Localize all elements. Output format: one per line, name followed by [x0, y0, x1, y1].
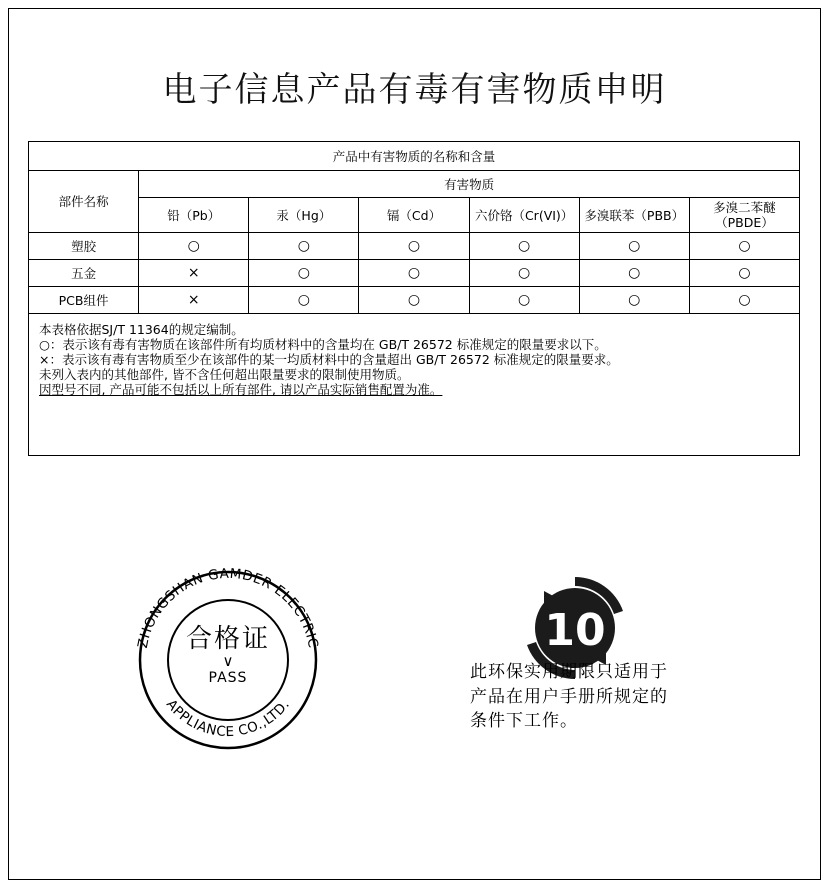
seal-sub-text: PASS — [208, 670, 248, 686]
note-line-circle: ○：表示该有毒有害物质在该部件所有均质材料中的含量均在 GB/T 26572 标准规定的限量要求以下。 — [39, 337, 607, 352]
cell-value: ○ — [359, 260, 469, 287]
cell-value: ○ — [689, 260, 799, 287]
table-caption: 产品中有害物质的名称和含量 — [29, 142, 800, 171]
svg-text:APPLIANCE CO.,LTD.: APPLIANCE CO.,LTD. — [162, 696, 294, 741]
cell-value: × — [139, 260, 249, 287]
page-title: 电子信息产品有毒有害物质申明 — [162, 70, 667, 110]
eco-statement — [470, 660, 800, 734]
column-header-hg: 汞（Hg） — [249, 198, 359, 233]
cell-value: ○ — [469, 233, 579, 260]
table-row — [29, 287, 800, 314]
row-part-name: 塑胶 — [29, 233, 139, 260]
note-line-standard: 本表格依据SJ/T 11364的规定编制。 — [39, 322, 244, 337]
cell-value: ○ — [689, 287, 799, 314]
cell-value: ○ — [579, 260, 689, 287]
cell-value: ○ — [469, 287, 579, 314]
cell-value: ○ — [689, 233, 799, 260]
cell-value: × — [139, 287, 249, 314]
column-header-part-name: 部件名称 — [29, 171, 139, 233]
cell-value: ○ — [249, 287, 359, 314]
check-icon: ∨ — [222, 652, 234, 670]
cell-value: ○ — [579, 233, 689, 260]
column-header-pb: 铅（Pb） — [139, 198, 249, 233]
table-caption-row — [29, 142, 800, 171]
note-line-cross: ×：表示该有毒有害物质至少在该部件的某一均质材料中的含量超出 GB/T 26572 标准规定的限量要求。 — [39, 352, 619, 367]
column-header-pbb: 多溴联苯（PBB） — [579, 198, 689, 233]
eco-period-number: 10 — [544, 605, 606, 656]
column-header-cd: 镉（Cd） — [359, 198, 469, 233]
table-notes-row — [29, 314, 800, 456]
cell-value: ○ — [249, 260, 359, 287]
hazardous-substances-table — [28, 141, 800, 456]
eco-statement-line: 条件下工作。 — [470, 711, 578, 732]
row-part-name: 五金 — [29, 260, 139, 287]
notes-spacer — [39, 397, 789, 443]
eco-statement-line: 产品在用户手册所规定的 — [470, 686, 668, 707]
seal-center-text: 合格证 — [185, 624, 270, 654]
cell-value: ○ — [139, 233, 249, 260]
table-row — [29, 233, 800, 260]
column-header-substances: 有害物质 — [139, 171, 800, 198]
cell-value: ○ — [579, 287, 689, 314]
row-part-name: PCB组件 — [29, 287, 139, 314]
svg-text:ZHONGSHAN GAMDER ELECTRIC: ZHONGSHAN GAMDER ELECTRIC — [134, 565, 322, 650]
certification-marks-area — [0, 545, 829, 775]
cell-value: ○ — [359, 287, 469, 314]
cell-value: ○ — [469, 260, 579, 287]
column-header-pbde: 多溴二苯醚（PBDE） — [689, 198, 799, 233]
table-subheader-row — [29, 198, 800, 233]
table-group-header-row — [29, 171, 800, 198]
cell-value: ○ — [359, 233, 469, 260]
table-notes — [29, 314, 800, 456]
quality-seal-stamp — [128, 560, 328, 760]
eco-statement-line: 此环保实用期限只适用于 — [470, 662, 668, 682]
cell-value: ○ — [249, 233, 359, 260]
note-line-model-disclaimer: 因型号不同, 产品可能不包括以上所有部件, 请以产品实际销售配置为准。 — [39, 382, 443, 397]
note-line-other-parts: 未列入表内的其他部件, 皆不含任何超出限量要求的限制使用物质。 — [39, 367, 410, 382]
table-row — [29, 260, 800, 287]
column-header-cr6: 六价铬（Cr(VI)） — [469, 198, 579, 233]
